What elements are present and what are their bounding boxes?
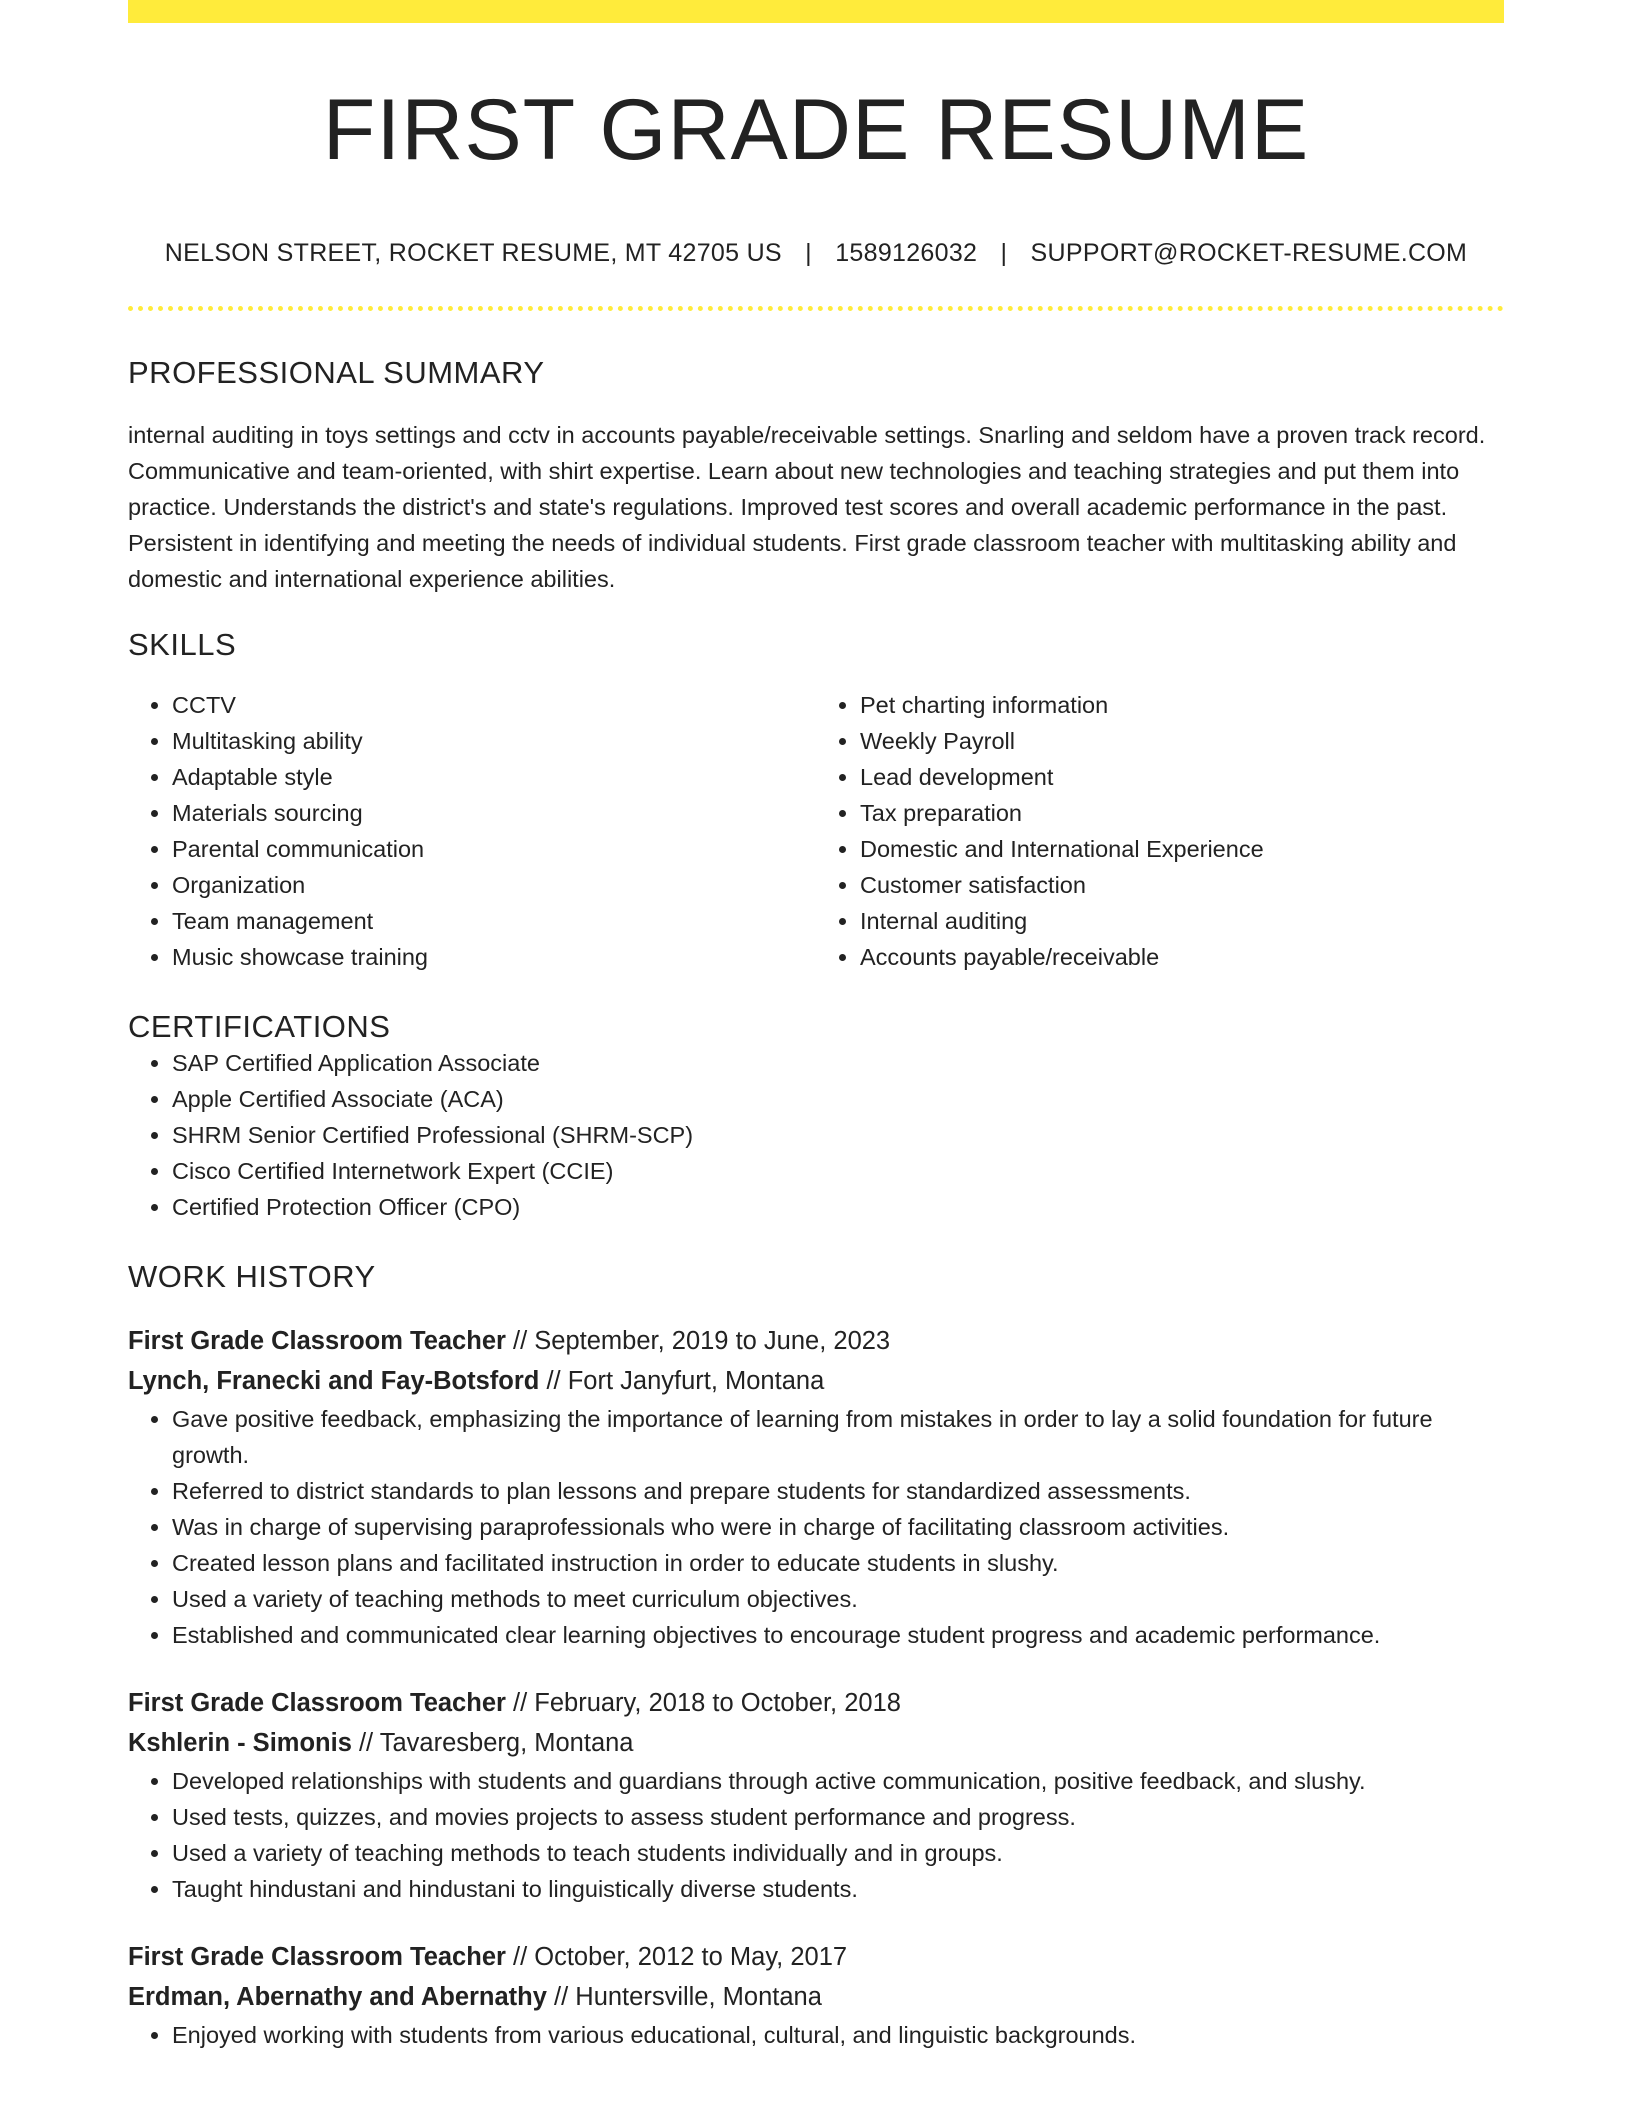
certifications-heading: CERTIFICATIONS <box>128 1009 391 1044</box>
contact-email: SUPPORT@ROCKET-RESUME.COM <box>1030 239 1468 267</box>
skill-item: • Accounts payable/receivable <box>860 939 1504 975</box>
resume-title: FIRST GRADE RESUME <box>322 82 1310 178</box>
job-entry <box>128 1321 1504 1653</box>
job-bullet: • Used tests, quizzes, and movies projects to assess student performance and progress. <box>172 1799 1504 1835</box>
skill-item: • Adaptable style <box>172 759 816 795</box>
summary-text: internal auditing in toys settings and cctv in accounts payable/receivable settings. Snarling and seldom have a proven track record. Communicative and team-oriented, with shirt expertise. Learn about new technologies and teaching strategies and put them into practice. Understands the district's and state's regulations. Improved test scores and overall academic performance in the past. Persistent in identifying and meeting the needs of individual students. First grade classroom teacher with multitasking ability and domestic and international experience abilities. <box>128 422 1486 592</box>
job-bullets <box>128 2017 1504 2053</box>
job-company: Erdman, Abernathy and Abernathy <box>128 1983 547 2011</box>
skill-item: • Internal auditing <box>860 903 1504 939</box>
job-location: // Tavaresberg, Montana <box>351 1729 634 1757</box>
job-bullet: • Established and communicated clear learning objectives to encourage student progress and academic performance. <box>172 1617 1504 1653</box>
job-company: Lynch, Franecki and Fay-Botsford <box>128 1367 540 1395</box>
job-bullet: • Enjoyed working with students from various educational, cultural, and linguistic backgrounds. <box>172 2017 1504 2053</box>
job-bullet: • Used a variety of teaching methods to teach students individually and in groups. <box>172 1835 1504 1871</box>
skills-grid <box>128 687 1504 975</box>
job-entry <box>128 1683 1504 1907</box>
skill-item: • Music showcase training <box>172 939 816 975</box>
job-bullet: • Was in charge of supervising paraprofessionals who were in charge of facilitating classroom activities. <box>172 1509 1504 1545</box>
resume-page <box>128 0 1504 2053</box>
job-bullet: • Taught hindustani and hindustani to linguistically diverse students. <box>172 1871 1504 1907</box>
skill-item: • CCTV <box>172 687 816 723</box>
job-role: First Grade Classroom Teacher <box>128 1327 506 1355</box>
skills-heading: SKILLS <box>128 627 237 662</box>
job-location: // Fort Janyfurt, Montana <box>539 1367 825 1395</box>
job-bullet: • Referred to district standards to plan lessons and prepare students for standardized assessments. <box>172 1473 1504 1509</box>
job-role: First Grade Classroom Teacher <box>128 1689 506 1717</box>
contact-phone: 1589126032 <box>835 239 978 267</box>
skill-item: • Materials sourcing <box>172 795 816 831</box>
header-divider <box>128 306 1504 311</box>
job-role-line <box>128 1937 1504 1977</box>
skill-item: • Weekly Payroll <box>860 723 1504 759</box>
job-company-line <box>128 1723 1504 1763</box>
contact-separator: | <box>1000 239 1008 267</box>
job-role-line <box>128 1321 1504 1361</box>
job-bullet: • Created lesson plans and facilitated instruction in order to educate students in slushy. <box>172 1545 1504 1581</box>
job-dates: // September, 2019 to June, 2023 <box>505 1327 891 1355</box>
certifications-list <box>128 1045 1504 1225</box>
skills-right-column <box>816 687 1504 975</box>
certification-item: • SHRM Senior Certified Professional (SHRM-SCP) <box>172 1117 1504 1153</box>
job-company-line <box>128 1977 1504 2017</box>
job-bullet: • Gave positive feedback, emphasizing the importance of learning from mistakes in order to lay a solid foundation for future growth. <box>172 1401 1504 1473</box>
job-dates: // February, 2018 to October, 2018 <box>505 1689 901 1717</box>
job-bullet: • Developed relationships with students and guardians through active communication, positive feedback, and slushy. <box>172 1763 1504 1799</box>
contact-address: NELSON STREET, ROCKET RESUME, MT 42705 US <box>164 239 782 267</box>
summary-heading: PROFESSIONAL SUMMARY <box>128 355 545 390</box>
job-role: First Grade Classroom Teacher <box>128 1943 506 1971</box>
job-bullets <box>128 1763 1504 1907</box>
job-company-line <box>128 1361 1504 1401</box>
skill-item: • Domestic and International Experience <box>860 831 1504 867</box>
skill-item: • Lead development <box>860 759 1504 795</box>
skill-item: • Multitasking ability <box>172 723 816 759</box>
certification-item: • SAP Certified Application Associate <box>172 1045 1504 1081</box>
skill-item: • Customer satisfaction <box>860 867 1504 903</box>
job-entry <box>128 1937 1504 2053</box>
contact-line <box>128 239 1504 268</box>
job-bullet: • Used a variety of teaching methods to meet curriculum objectives. <box>172 1581 1504 1617</box>
skill-item: • Pet charting information <box>860 687 1504 723</box>
certification-item: • Apple Certified Associate (ACA) <box>172 1081 1504 1117</box>
skill-item: • Tax preparation <box>860 795 1504 831</box>
skill-item: • Parental communication <box>172 831 816 867</box>
contact-separator: | <box>805 239 812 267</box>
job-role-line <box>128 1683 1504 1723</box>
certification-item: • Certified Protection Officer (CPO) <box>172 1189 1504 1225</box>
work-history-heading: WORK HISTORY <box>128 1259 376 1294</box>
job-location: // Huntersville, Montana <box>546 1983 822 2011</box>
skill-item: • Team management <box>172 903 816 939</box>
skill-item: • Organization <box>172 867 816 903</box>
job-company: Kshlerin - Simonis <box>128 1729 352 1757</box>
job-bullets <box>128 1401 1504 1653</box>
top-accent-bar <box>128 0 1504 23</box>
certification-item: • Cisco Certified Internetwork Expert (CCIE) <box>172 1153 1504 1189</box>
skills-left-column <box>128 687 816 975</box>
job-dates: // October, 2012 to May, 2017 <box>505 1943 848 1971</box>
